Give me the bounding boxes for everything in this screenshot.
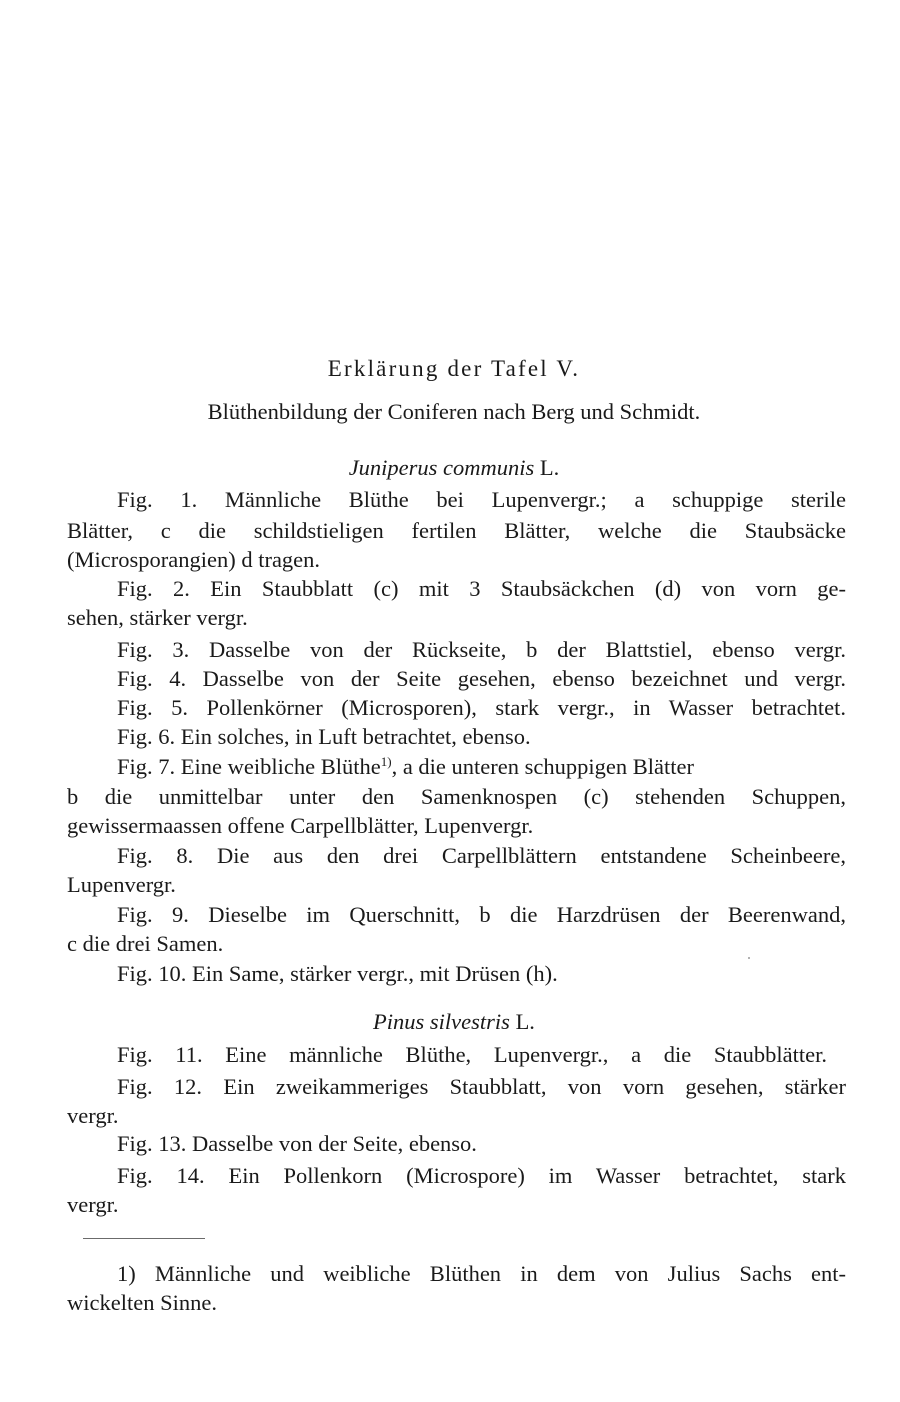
text-line: Fig. 11. Eine männliche Blüthe, Lupenvergr., a die Staubblätter. <box>117 1042 827 1067</box>
text-line: vergr. <box>67 1192 119 1217</box>
text-line: Fig. 5. Pollenkörner (Microsporen), stark vergr., in Wasser betrachtet. <box>117 695 846 720</box>
fig7-continuation: , a die unteren schuppigen Blätter <box>391 754 694 779</box>
text-line: b die unmittelbar unter den Samenknospen (c) stehenden Schuppen, <box>67 784 846 809</box>
text-line: (Microsporangien) d tragen. <box>67 547 321 572</box>
print-speck <box>748 957 750 959</box>
text-line-fig7 <box>117 753 846 781</box>
text-line: Fig. 14. Ein Pollenkorn (Microspore) im Wasser betrachtet, stark <box>117 1163 846 1188</box>
species-name: Pinus silvestris <box>373 1009 510 1034</box>
text-line: Lupenvergr. <box>67 872 176 897</box>
text-line: Fig. 6. Ein solches, in Luft betrachtet, ebenso. <box>117 724 531 749</box>
text-line: Fig. 3. Dasselbe von der Rückseite, b der Blattstiel, ebenso vergr. <box>117 637 846 662</box>
species-heading-juniperus <box>0 454 900 482</box>
species-author: L. <box>534 455 560 480</box>
species-name: Juniperus communis <box>348 455 535 480</box>
footnote-line: wickelten Sinne. <box>67 1290 217 1315</box>
text-line: Fig. 1. Männliche Blüthe bei Lupenvergr.; a schuppige sterile <box>117 487 846 512</box>
footnote-line: 1) Männliche und weibliche Blüthen in dem von Julius Sachs ent- <box>117 1261 846 1286</box>
text-line: c die drei Samen. <box>67 931 224 956</box>
page-title: Erklärung der Tafel V. <box>327 356 581 381</box>
text-line: Fig. 13. Dasselbe von der Seite, ebenso. <box>117 1131 477 1156</box>
text-line: Fig. 12. Ein zweikammeriges Staubblatt, von vorn gesehen, stärker <box>117 1074 846 1099</box>
text-line: vergr. <box>67 1103 119 1128</box>
text-line: Fig. 4. Dasselbe von der Seite gesehen, ebenso bezeichnet und vergr. <box>117 666 846 691</box>
species-author: L. <box>509 1009 535 1034</box>
fig7-text: Fig. 7. Eine weibliche Blüthe <box>117 754 381 779</box>
text-line: Fig. 9. Dieselbe im Querschnitt, b die Harzdrüsen der Beerenwand, <box>117 902 846 927</box>
text-line: gewissermaassen offene Carpellblätter, Lupenvergr. <box>67 813 534 838</box>
text-line: sehen, stärker vergr. <box>67 605 248 630</box>
species-heading-pinus <box>0 1008 900 1036</box>
text-line: Fig. 8. Die aus den drei Carpellblättern entstandene Scheinbeere, <box>117 843 846 868</box>
footnote-divider <box>83 1238 205 1239</box>
text-line: Fig. 2. Ein Staubblatt (c) mit 3 Staubsäckchen (d) von vorn ge- <box>117 576 846 601</box>
text-line: Fig. 10. Ein Same, stärker vergr., mit Drüsen (h). <box>117 961 558 986</box>
text-line: Blätter, c die schildstieligen fertilen Blätter, welche die Staubsäcke <box>67 518 846 543</box>
footnote-mark: 1) <box>380 754 392 769</box>
page-subtitle: Blüthenbildung der Coniferen nach Berg und Schmidt. <box>207 399 701 424</box>
